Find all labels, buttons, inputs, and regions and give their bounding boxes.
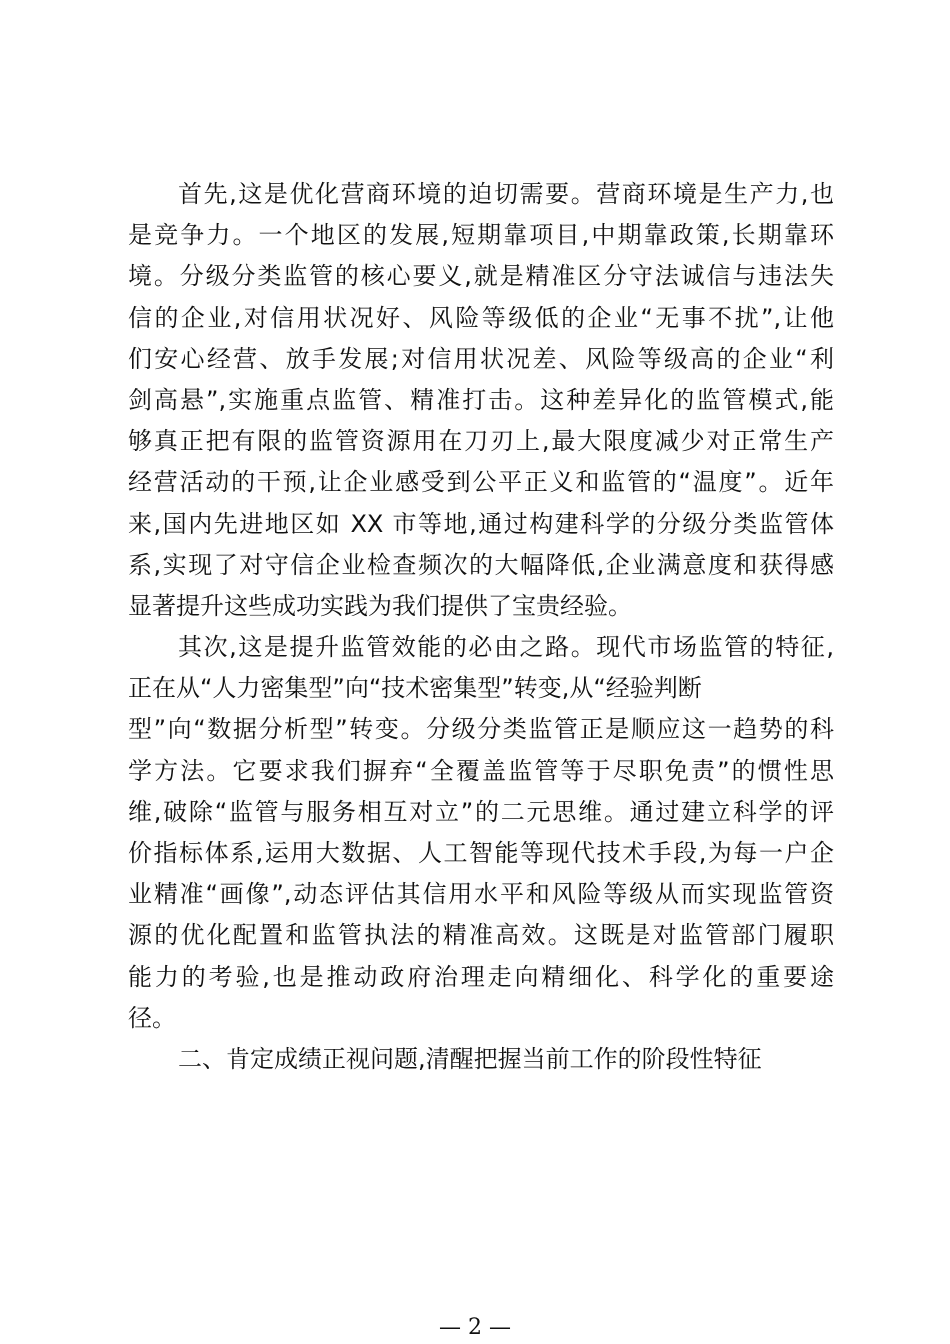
page-number: — 2 — — [439, 1315, 511, 1340]
paragraph-1-line-8: 经营活动的干预,让企业感受到公平正义和监管的“温度”。近年 — [128, 468, 834, 497]
paragraph-2-line-4: 学方法。它要求我们摒弃“全覆盖监管等于尽职免责”的惯性思 — [128, 756, 834, 785]
paragraph-1-line-6: 剑高悬”,实施重点监管、精准打击。这种差异化的监管模式,能 — [128, 385, 834, 414]
paragraph-1-line-10: 系,实现了对守信企业检查频次的大幅降低,企业满意度和获得感 — [128, 550, 834, 579]
paragraph-1-line-11: 显著提升这些成功实践为我们提供了宝贵经验。 — [128, 591, 632, 620]
paragraph-2-line-5: 维,破除“监管与服务相互对立”的二元思维。通过建立科学的评 — [128, 797, 834, 826]
paragraph-2-line-1: 其次,这是提升监管效能的必由之路。现代市场监管的特征, — [178, 633, 834, 662]
paragraph-2-line-9: 能力的考验,也是推动政府治理走向精细化、科学化的重要途 — [128, 962, 834, 991]
paragraph-2-line-10: 径。 — [128, 1003, 176, 1032]
paragraph-1-line-4: 信的企业,对信用状况好、风险等级低的企业“无事不扰”,让他 — [128, 303, 834, 332]
paragraph-1-line-9: 来,国内先进地区如 XX 市等地,通过构建科学的分级分类监管体 — [128, 509, 834, 538]
body-text — [128, 174, 834, 1080]
paragraph-1-line-7: 够真正把有限的监管资源用在刀刃上,最大限度减少对正常生产 — [128, 427, 834, 456]
paragraph-2-line-7: 业精准“画像”,动态评估其信用水平和风险等级从而实现监管资 — [128, 880, 834, 909]
paragraph-1-line-1: 首先,这是优化营商环境的迫切需要。营商环境是生产力,也 — [178, 180, 834, 208]
paragraph-1-line-2: 是竞争力。一个地区的发展,短期靠项目,中期靠政策,长期靠环 — [128, 221, 834, 250]
section-heading: 二、肯定成绩正视问题,清醒把握当前工作的阶段性特征 — [178, 1044, 762, 1073]
paragraph-1-line-5: 们安心经营、放手发展;对信用状况差、风险等级高的企业“利 — [128, 344, 834, 373]
paragraph-2-line-8: 源的优化配置和监管执法的精准高效。这既是对监管部门履职 — [128, 921, 834, 950]
paragraph-2-line-2: 正在从“人力密集型”向“技术密集型”转变,从“经验判断 — [128, 674, 702, 703]
paragraph-2-line-6: 价指标体系,运用大数据、人工智能等现代技术手段,为每一户企 — [128, 839, 834, 867]
paragraph-2-line-3: 型”向“数据分析型”转变。分级分类监管正是顺应这一趋势的科 — [128, 715, 834, 744]
paragraph-1-line-3: 境。分级分类监管的核心要义,就是精准区分守法诚信与违法失 — [128, 262, 834, 291]
